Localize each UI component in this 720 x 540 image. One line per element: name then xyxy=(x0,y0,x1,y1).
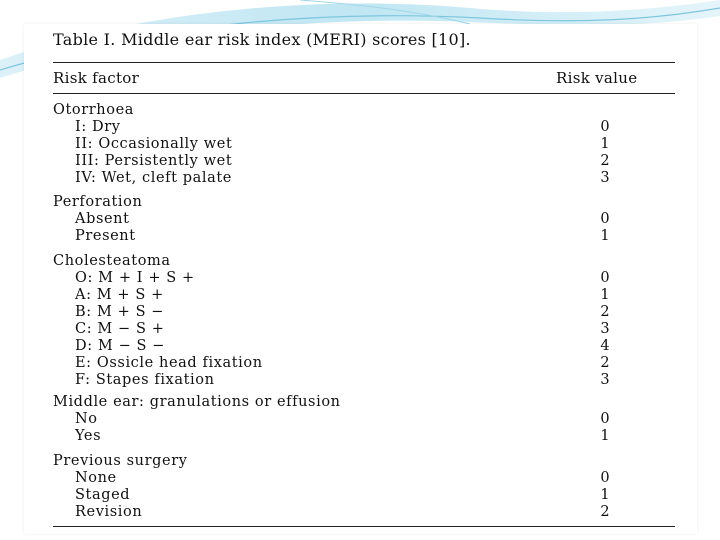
risk-factor-label: None xyxy=(75,470,117,486)
table-row xyxy=(24,270,697,287)
table-caption: Table I. Middle ear risk index (MERI) scores [10]. xyxy=(53,30,471,49)
risk-factor-label: I: Dry xyxy=(75,119,121,135)
risk-factor-label: Absent xyxy=(75,211,130,227)
table-body xyxy=(24,24,697,534)
table-row xyxy=(24,470,697,487)
risk-value-cell: 2 xyxy=(600,504,610,520)
risk-value-cell: 0 xyxy=(600,270,610,286)
group-heading: Otorrhoea xyxy=(53,102,135,118)
risk-factor-label: F: Stapes fixation xyxy=(75,372,215,388)
risk-value-cell: 0 xyxy=(600,470,610,486)
risk-value-cell: 2 xyxy=(600,304,610,320)
risk-factor-label: Yes xyxy=(75,428,102,444)
risk-factor-label: Present xyxy=(75,228,136,244)
risk-value-cell: 0 xyxy=(600,119,610,135)
table-row xyxy=(24,304,697,321)
table-bottom-rule xyxy=(53,526,675,527)
risk-value-cell: 1 xyxy=(600,487,610,503)
table-row xyxy=(24,153,697,170)
risk-value-cell: 1 xyxy=(600,428,610,444)
group-heading: Previous surgery xyxy=(53,453,188,469)
risk-value-cell: 3 xyxy=(600,321,610,337)
group-heading-row xyxy=(24,394,697,411)
table-row xyxy=(24,487,697,504)
risk-factor-label: III: Persistently wet xyxy=(75,153,233,169)
risk-factor-label: Revision xyxy=(75,504,143,520)
risk-value-cell: 3 xyxy=(600,372,610,388)
group-heading: Middle ear: granulations or effusion xyxy=(53,394,341,410)
group-heading: Perforation xyxy=(53,194,143,210)
table-row xyxy=(24,287,697,304)
risk-factor-label: O: M + I + S + xyxy=(75,270,195,286)
risk-factor-label: No xyxy=(75,411,98,427)
risk-factor-label: II: Occasionally wet xyxy=(75,136,233,152)
table-row xyxy=(24,355,697,372)
table-row xyxy=(24,136,697,153)
risk-value-cell: 0 xyxy=(600,211,610,227)
risk-value-cell: 0 xyxy=(600,411,610,427)
table-row xyxy=(24,504,697,521)
group-heading-row xyxy=(24,194,697,211)
risk-value-cell: 1 xyxy=(600,228,610,244)
risk-factor-label: A: M + S + xyxy=(75,287,164,303)
column-header-risk-factor: Risk factor xyxy=(53,69,140,87)
risk-value-cell: 4 xyxy=(600,338,610,354)
risk-factor-label: D: M − S − xyxy=(75,338,166,354)
risk-factor-label: IV: Wet, cleft palate xyxy=(75,170,232,186)
table-row xyxy=(24,119,697,136)
group-heading-row xyxy=(24,102,697,119)
table-row xyxy=(24,228,697,245)
group-heading-row xyxy=(24,453,697,470)
risk-factor-label: C: M − S + xyxy=(75,321,165,337)
table-row xyxy=(24,338,697,355)
risk-value-cell: 2 xyxy=(600,355,610,371)
group-heading-row xyxy=(24,253,697,270)
table-row xyxy=(24,428,697,445)
risk-value-cell: 2 xyxy=(600,153,610,169)
group-heading: Cholesteatoma xyxy=(53,253,171,269)
table-row xyxy=(24,321,697,338)
risk-factor-label: E: Ossicle head fixation xyxy=(75,355,263,371)
risk-factor-label: Staged xyxy=(75,487,131,503)
risk-value-cell: 3 xyxy=(600,170,610,186)
table-row xyxy=(24,170,697,187)
risk-value-cell: 1 xyxy=(600,287,610,303)
column-header-risk-value: Risk value xyxy=(556,69,638,87)
risk-factor-label: B: M + S − xyxy=(75,304,165,320)
table-row xyxy=(24,372,697,389)
risk-value-cell: 1 xyxy=(600,136,610,152)
table-row xyxy=(24,211,697,228)
table-row xyxy=(24,411,697,428)
document-page xyxy=(24,24,697,534)
